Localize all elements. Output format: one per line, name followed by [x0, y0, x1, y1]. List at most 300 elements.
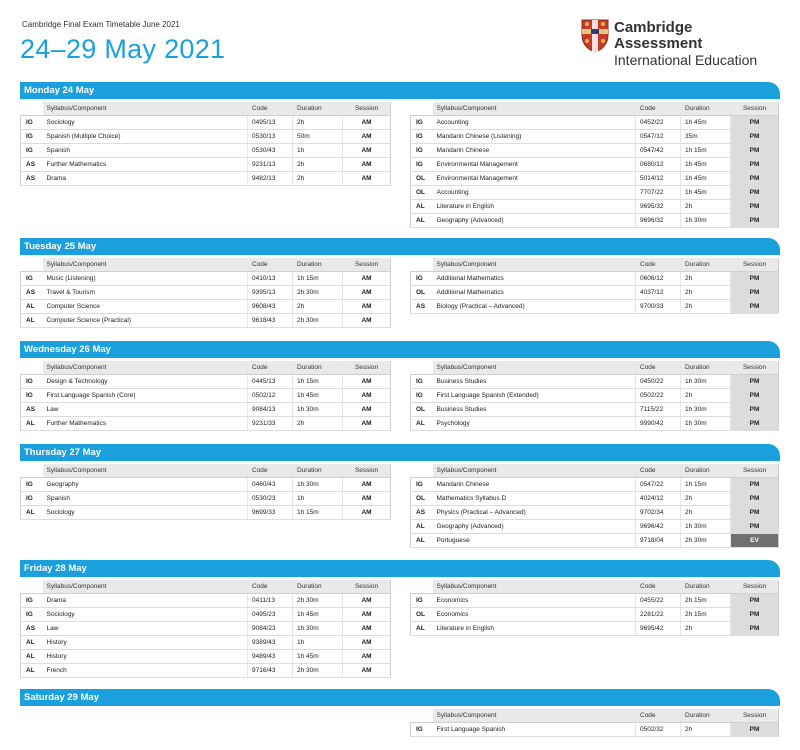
- level-cell: AL: [21, 506, 43, 520]
- code-cell: 0452/22: [636, 116, 681, 130]
- table-row: [411, 272, 779, 286]
- code-cell: 9695/32: [636, 200, 681, 214]
- table-row: [21, 403, 391, 417]
- table-row: [21, 116, 391, 130]
- duration-cell: 2h: [681, 506, 731, 520]
- level-cell: AL: [21, 300, 43, 314]
- session-cell: AM: [343, 158, 391, 172]
- code-header: Code: [636, 709, 681, 723]
- session-header: Session: [731, 709, 779, 723]
- duration-cell: 1h 30m: [681, 214, 731, 228]
- session-cell: PM: [731, 506, 779, 520]
- code-cell: 7707/22: [636, 186, 681, 200]
- syllabus-header: Syllabus/Component: [43, 464, 248, 478]
- session-cell: AM: [343, 375, 391, 389]
- syllabus-header: Syllabus/Component: [433, 361, 636, 375]
- code-cell: 5014/12: [636, 172, 681, 186]
- duration-cell: 1h 30m: [293, 622, 343, 636]
- level-cell: IG: [21, 478, 43, 492]
- code-cell: 9482/13: [248, 172, 293, 186]
- level-cell: IG: [411, 478, 433, 492]
- code-cell: 7115/22: [636, 403, 681, 417]
- session-cell: AM: [343, 130, 391, 144]
- code-cell: 9699/33: [248, 506, 293, 520]
- table-row: [411, 158, 779, 172]
- session-cell: AM: [343, 492, 391, 506]
- syllabus-cell: Computer Science (Practical): [43, 314, 248, 328]
- syllabus-cell: Spanish: [43, 492, 248, 506]
- day-header: Wednesday 26 May: [20, 341, 780, 358]
- code-cell: 0530/13: [248, 130, 293, 144]
- table-row: [21, 300, 391, 314]
- syllabus-header: Syllabus/Component: [43, 361, 248, 375]
- duration-cell: 1h 45m: [293, 650, 343, 664]
- duration-cell: 1h 45m: [681, 158, 731, 172]
- syllabus-cell: Mandarin Chinese: [433, 144, 636, 158]
- code-cell: 0411/13: [248, 594, 293, 608]
- duration-cell: 50m: [293, 130, 343, 144]
- table-row: [21, 478, 391, 492]
- session-header: Session: [343, 580, 391, 594]
- syllabus-cell: Psychology: [433, 417, 636, 431]
- duration-cell: 1h 15m: [293, 272, 343, 286]
- duration-cell: 1h 30m: [681, 520, 731, 534]
- level-header: [411, 258, 433, 272]
- table-row: [411, 403, 779, 417]
- table-row: [21, 172, 391, 186]
- session-cell: PM: [731, 723, 779, 737]
- session-cell: PM: [731, 200, 779, 214]
- session-cell: PM: [731, 300, 779, 314]
- session-header: Session: [731, 102, 779, 116]
- level-cell: IG: [411, 158, 433, 172]
- code-header: Code: [248, 258, 293, 272]
- session-cell: PM: [731, 214, 779, 228]
- table-row: [411, 520, 779, 534]
- table-row: [21, 594, 391, 608]
- level-header: [21, 580, 43, 594]
- level-cell: AS: [21, 403, 43, 417]
- code-cell: 9696/32: [636, 214, 681, 228]
- day-header: Monday 24 May: [20, 82, 780, 99]
- session-cell: PM: [731, 492, 779, 506]
- level-cell: IG: [411, 144, 433, 158]
- table-header-row: [21, 580, 391, 594]
- duration-cell: 2h: [681, 300, 731, 314]
- level-cell: AS: [411, 506, 433, 520]
- duration-header: Duration: [681, 102, 731, 116]
- table-row: [411, 200, 779, 214]
- code-cell: 0460/43: [248, 478, 293, 492]
- code-cell: 0547/42: [636, 144, 681, 158]
- session-cell: PM: [731, 158, 779, 172]
- syllabus-cell: Physics (Practical – Advanced): [433, 506, 636, 520]
- duration-cell: 1h 45m: [681, 172, 731, 186]
- level-cell: AL: [21, 636, 43, 650]
- level-cell: IG: [21, 130, 43, 144]
- table-row: [21, 130, 391, 144]
- duration-cell: 2h: [681, 286, 731, 300]
- table-row: [411, 608, 779, 622]
- session-cell: AM: [343, 664, 391, 678]
- table-row: [21, 314, 391, 328]
- table-header-row: [411, 361, 779, 375]
- syllabus-cell: Computer Science: [43, 300, 248, 314]
- session-cell: PM: [731, 403, 779, 417]
- syllabus-cell: Mandarin Chinese: [433, 478, 636, 492]
- duration-cell: 1h: [293, 144, 343, 158]
- duration-header: Duration: [293, 258, 343, 272]
- table-row: [411, 214, 779, 228]
- syllabus-cell: Geography: [43, 478, 248, 492]
- session-cell: PM: [731, 130, 779, 144]
- table-header-row: [411, 709, 779, 723]
- table-header-row: [21, 361, 391, 375]
- code-cell: 9695/42: [636, 622, 681, 636]
- table-row: [411, 144, 779, 158]
- code-cell: 9231/33: [248, 417, 293, 431]
- code-cell: 9389/43: [248, 636, 293, 650]
- syllabus-header: Syllabus/Component: [433, 258, 636, 272]
- duration-cell: 2h: [293, 300, 343, 314]
- left-session-table: [20, 258, 391, 328]
- code-cell: 0547/12: [636, 130, 681, 144]
- level-cell: IG: [411, 594, 433, 608]
- table-row: [21, 608, 391, 622]
- code-cell: 9718/04: [636, 534, 681, 548]
- level-cell: IG: [411, 130, 433, 144]
- day-header: Tuesday 25 May: [20, 238, 780, 255]
- code-cell: 9084/23: [248, 622, 293, 636]
- table-row: [21, 389, 391, 403]
- session-cell: PM: [731, 608, 779, 622]
- duration-cell: 2h 30m: [293, 594, 343, 608]
- session-cell: PM: [731, 594, 779, 608]
- code-header: Code: [636, 258, 681, 272]
- level-cell: IG: [411, 272, 433, 286]
- duration-cell: 1h 45m: [293, 608, 343, 622]
- session-cell: AM: [343, 272, 391, 286]
- day-section: [20, 82, 780, 224]
- syllabus-cell: Portuguese: [433, 534, 636, 548]
- level-header: [411, 709, 433, 723]
- session-header: Session: [343, 258, 391, 272]
- table-row: [411, 186, 779, 200]
- table-row: [21, 664, 391, 678]
- session-cell: AM: [343, 636, 391, 650]
- right-session-table: [410, 258, 779, 314]
- table-row: [411, 286, 779, 300]
- session-cell: PM: [731, 186, 779, 200]
- level-header: [411, 580, 433, 594]
- duration-cell: 1h 30m: [681, 403, 731, 417]
- duration-header: Duration: [293, 361, 343, 375]
- session-cell: PM: [731, 286, 779, 300]
- code-cell: 9489/43: [248, 650, 293, 664]
- table-row: [411, 506, 779, 520]
- session-header: Session: [343, 102, 391, 116]
- duration-header: Duration: [293, 102, 343, 116]
- duration-cell: 2h: [681, 492, 731, 506]
- page-title: 24–29 May 2021: [20, 34, 226, 64]
- syllabus-cell: Further Mathematics: [43, 417, 248, 431]
- syllabus-cell: Biology (Practical – Advanced): [433, 300, 636, 314]
- syllabus-cell: Law: [43, 622, 248, 636]
- code-header: Code: [636, 361, 681, 375]
- syllabus-cell: Geography (Advanced): [433, 214, 636, 228]
- session-header: Session: [343, 361, 391, 375]
- syllabus-header: Syllabus/Component: [43, 102, 248, 116]
- duration-header: Duration: [681, 709, 731, 723]
- right-session-table: [410, 361, 779, 431]
- duration-cell: 2h: [293, 158, 343, 172]
- table-row: [21, 144, 391, 158]
- session-cell: PM: [731, 417, 779, 431]
- code-cell: 0502/32: [636, 723, 681, 737]
- code-cell: 9084/13: [248, 403, 293, 417]
- session-cell: AM: [343, 478, 391, 492]
- code-header: Code: [248, 361, 293, 375]
- code-cell: 2281/22: [636, 608, 681, 622]
- syllabus-cell: Spanish (Multiple Choice): [43, 130, 248, 144]
- level-cell: IG: [21, 116, 43, 130]
- session-cell: AM: [343, 608, 391, 622]
- level-cell: OL: [411, 172, 433, 186]
- level-cell: IG: [21, 389, 43, 403]
- level-cell: AL: [411, 417, 433, 431]
- code-cell: 0450/22: [636, 375, 681, 389]
- duration-cell: 1h 30m: [681, 375, 731, 389]
- level-header: [21, 258, 43, 272]
- table-row: [21, 506, 391, 520]
- level-cell: AS: [21, 286, 43, 300]
- session-cell: PM: [731, 172, 779, 186]
- logo-line-2: International Education: [614, 52, 758, 68]
- level-cell: AS: [21, 172, 43, 186]
- cambridge-shield-icon: [581, 19, 609, 53]
- syllabus-header: Syllabus/Component: [433, 709, 636, 723]
- code-cell: 0680/12: [636, 158, 681, 172]
- session-header: Session: [731, 580, 779, 594]
- right-session-table: [410, 580, 779, 636]
- session-header: Session: [731, 361, 779, 375]
- syllabus-cell: Accounting: [433, 186, 636, 200]
- table-row: [411, 622, 779, 636]
- code-header: Code: [636, 464, 681, 478]
- code-header: Code: [248, 102, 293, 116]
- syllabus-cell: French: [43, 664, 248, 678]
- table-row: [21, 622, 391, 636]
- level-cell: IG: [411, 723, 433, 737]
- code-cell: 0495/23: [248, 608, 293, 622]
- syllabus-cell: Economics: [433, 608, 636, 622]
- level-cell: IG: [411, 375, 433, 389]
- table-header-row: [21, 102, 391, 116]
- level-cell: OL: [411, 286, 433, 300]
- session-cell: AM: [343, 286, 391, 300]
- syllabus-header: Syllabus/Component: [43, 258, 248, 272]
- table-row: [21, 158, 391, 172]
- session-cell: AM: [343, 594, 391, 608]
- session-cell: PM: [731, 389, 779, 403]
- level-cell: AL: [411, 534, 433, 548]
- syllabus-cell: Environmental Management: [433, 158, 636, 172]
- level-header: [21, 361, 43, 375]
- duration-cell: 2h 30m: [293, 314, 343, 328]
- duration-cell: 1h: [293, 636, 343, 650]
- level-cell: AS: [21, 622, 43, 636]
- syllabus-cell: Accounting: [433, 116, 636, 130]
- code-header: Code: [248, 464, 293, 478]
- code-cell: 9990/42: [636, 417, 681, 431]
- code-cell: 9716/43: [248, 664, 293, 678]
- code-header: Code: [636, 102, 681, 116]
- day-section: [20, 444, 780, 544]
- table-header-row: [411, 464, 779, 478]
- level-cell: AS: [21, 158, 43, 172]
- day-header: Saturday 29 May: [20, 689, 780, 706]
- duration-cell: 2h: [681, 389, 731, 403]
- table-row: [21, 375, 391, 389]
- code-cell: 4024/12: [636, 492, 681, 506]
- duration-cell: 2h 15m: [681, 608, 731, 622]
- session-cell: AM: [343, 417, 391, 431]
- level-cell: AL: [21, 650, 43, 664]
- table-row: [411, 492, 779, 506]
- duration-cell: 1h 45m: [293, 389, 343, 403]
- session-cell: AM: [343, 389, 391, 403]
- code-cell: 4037/12: [636, 286, 681, 300]
- syllabus-cell: Literature in English: [433, 622, 636, 636]
- table-row: [411, 534, 779, 548]
- level-cell: IG: [411, 116, 433, 130]
- duration-cell: 2h 30m: [681, 534, 731, 548]
- day-header: Thursday 27 May: [20, 444, 780, 461]
- day-header: Friday 28 May: [20, 560, 780, 577]
- duration-header: Duration: [681, 361, 731, 375]
- code-header: Code: [636, 580, 681, 594]
- code-cell: 9231/13: [248, 158, 293, 172]
- duration-cell: 1h 30m: [293, 403, 343, 417]
- session-cell: AM: [343, 300, 391, 314]
- duration-header: Duration: [293, 464, 343, 478]
- code-cell: 0530/23: [248, 492, 293, 506]
- level-cell: OL: [411, 186, 433, 200]
- table-row: [411, 723, 779, 737]
- session-cell: AM: [343, 622, 391, 636]
- session-cell: PM: [731, 116, 779, 130]
- duration-cell: 2h: [681, 272, 731, 286]
- table-row: [21, 417, 391, 431]
- session-cell: PM: [731, 622, 779, 636]
- duration-cell: 1h 15m: [681, 478, 731, 492]
- session-cell: PM: [731, 520, 779, 534]
- left-session-table: [20, 102, 391, 186]
- syllabus-cell: History: [43, 636, 248, 650]
- table-header-row: [411, 258, 779, 272]
- syllabus-cell: Economics: [433, 594, 636, 608]
- level-header: [411, 464, 433, 478]
- syllabus-cell: History: [43, 650, 248, 664]
- table-row: [411, 478, 779, 492]
- duration-header: Duration: [293, 580, 343, 594]
- table-row: [411, 594, 779, 608]
- syllabus-cell: First Language Spanish (Core): [43, 389, 248, 403]
- code-cell: 9618/43: [248, 314, 293, 328]
- session-cell: AM: [343, 314, 391, 328]
- table-row: [411, 417, 779, 431]
- syllabus-cell: Additional Mathematics: [433, 286, 636, 300]
- table-row: [411, 389, 779, 403]
- syllabus-cell: Design & Technology: [43, 375, 248, 389]
- code-cell: 9696/42: [636, 520, 681, 534]
- level-cell: AL: [21, 314, 43, 328]
- duration-cell: 35m: [681, 130, 731, 144]
- level-cell: IG: [21, 608, 43, 622]
- session-cell: PM: [731, 272, 779, 286]
- code-cell: 0502/22: [636, 389, 681, 403]
- syllabus-cell: Travel & Tourism: [43, 286, 248, 300]
- table-header-row: [21, 464, 391, 478]
- table-row: [21, 636, 391, 650]
- session-cell: AM: [343, 116, 391, 130]
- code-cell: 0530/43: [248, 144, 293, 158]
- code-cell: 9395/13: [248, 286, 293, 300]
- level-cell: IG: [21, 492, 43, 506]
- duration-cell: 2h: [293, 116, 343, 130]
- level-cell: OL: [411, 608, 433, 622]
- duration-header: Duration: [681, 580, 731, 594]
- duration-cell: 2h: [681, 723, 731, 737]
- table-row: [21, 650, 391, 664]
- duration-cell: 2h 30m: [293, 286, 343, 300]
- level-cell: IG: [21, 375, 43, 389]
- syllabus-cell: Environmental Management: [433, 172, 636, 186]
- duration-cell: 1h 15m: [293, 506, 343, 520]
- syllabus-cell: Drama: [43, 594, 248, 608]
- cambridge-logo: [581, 19, 781, 68]
- code-cell: 9700/33: [636, 300, 681, 314]
- code-cell: 0445/13: [248, 375, 293, 389]
- syllabus-cell: Sociology: [43, 608, 248, 622]
- code-header: Code: [248, 580, 293, 594]
- duration-cell: 2h: [293, 172, 343, 186]
- day-section: [20, 560, 780, 674]
- syllabus-cell: First Language Spanish (Extended): [433, 389, 636, 403]
- level-header: [411, 102, 433, 116]
- duration-cell: 2h: [681, 622, 731, 636]
- day-section: [20, 238, 780, 324]
- day-section: [20, 341, 780, 427]
- session-cell: AM: [343, 403, 391, 417]
- level-cell: AL: [411, 520, 433, 534]
- session-cell: AM: [343, 506, 391, 520]
- syllabus-cell: Mathematics Syllabus D: [433, 492, 636, 506]
- session-header: Session: [343, 464, 391, 478]
- syllabus-cell: First Language Spanish: [433, 723, 636, 737]
- level-cell: AL: [411, 622, 433, 636]
- level-cell: IG: [21, 272, 43, 286]
- code-cell: 9702/34: [636, 506, 681, 520]
- duration-cell: 1h 15m: [293, 375, 343, 389]
- left-session-table: [20, 580, 391, 678]
- level-header: [21, 102, 43, 116]
- right-session-table: [410, 464, 779, 548]
- session-cell: AM: [343, 144, 391, 158]
- table-row: [21, 272, 391, 286]
- syllabus-cell: Law: [43, 403, 248, 417]
- duration-cell: 1h 15m: [681, 144, 731, 158]
